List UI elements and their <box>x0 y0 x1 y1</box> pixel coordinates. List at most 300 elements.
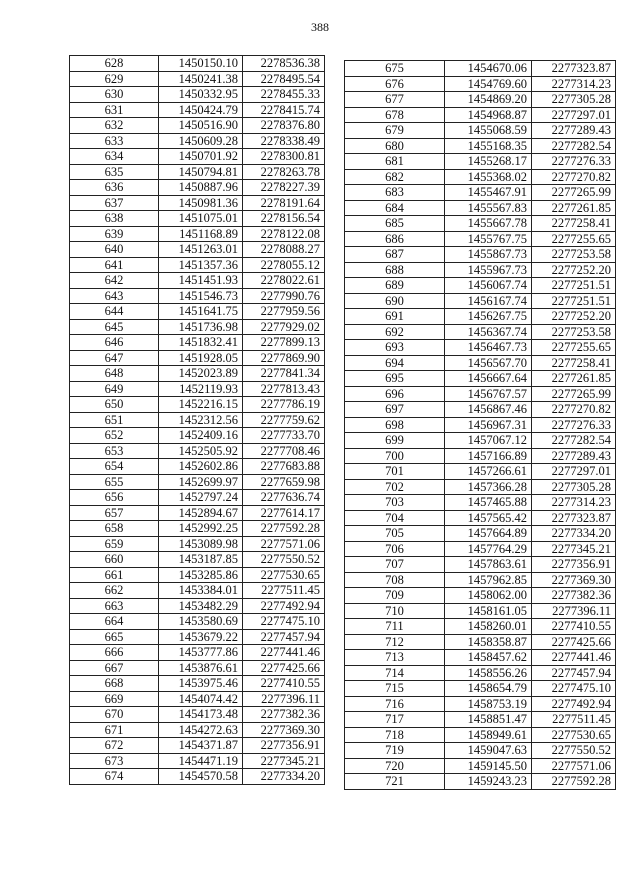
table-row <box>345 278 616 294</box>
y-coordinate-cell: 2277511.45 <box>532 712 616 728</box>
x-coordinate-cell: 1457962.85 <box>445 572 532 588</box>
y-coordinate-cell: 2277305.28 <box>532 92 616 108</box>
point-number-cell: 706 <box>345 541 445 557</box>
point-number-cell: 688 <box>345 262 445 278</box>
coordinate-table-right <box>344 60 616 790</box>
x-coordinate-cell: 1458260.01 <box>445 619 532 635</box>
point-number-cell: 692 <box>345 324 445 340</box>
x-coordinate-cell: 1450609.28 <box>159 133 243 149</box>
y-coordinate-cell: 2277276.33 <box>532 417 616 433</box>
x-coordinate-cell: 1456267.75 <box>445 309 532 325</box>
point-number-cell: 678 <box>345 107 445 123</box>
point-number-cell: 711 <box>345 619 445 635</box>
y-coordinate-cell: 2278300.81 <box>243 149 325 165</box>
y-coordinate-cell: 2277314.23 <box>532 495 616 511</box>
point-number-cell: 701 <box>345 464 445 480</box>
y-coordinate-cell: 2277345.21 <box>243 753 325 769</box>
table-row <box>70 195 325 211</box>
table-row <box>345 371 616 387</box>
point-number-cell: 662 <box>70 583 159 599</box>
y-coordinate-cell: 2277410.55 <box>243 676 325 692</box>
table-row <box>70 87 325 103</box>
y-coordinate-cell: 2277786.19 <box>243 397 325 413</box>
point-number-cell: 636 <box>70 180 159 196</box>
x-coordinate-cell: 1453580.69 <box>159 614 243 630</box>
y-coordinate-cell: 2277550.52 <box>243 552 325 568</box>
table-row <box>345 247 616 263</box>
x-coordinate-cell: 1450332.95 <box>159 87 243 103</box>
y-coordinate-cell: 2277492.94 <box>243 598 325 614</box>
point-number-cell: 653 <box>70 443 159 459</box>
point-number-cell: 679 <box>345 123 445 139</box>
point-number-cell: 709 <box>345 588 445 604</box>
y-coordinate-cell: 2277841.34 <box>243 366 325 382</box>
point-number-cell: 634 <box>70 149 159 165</box>
table-row <box>345 107 616 123</box>
y-coordinate-cell: 2277759.62 <box>243 412 325 428</box>
table-row <box>70 459 325 475</box>
point-number-cell: 658 <box>70 521 159 537</box>
y-coordinate-cell: 2277305.28 <box>532 479 616 495</box>
table-row <box>345 169 616 185</box>
table-row <box>70 614 325 630</box>
y-coordinate-cell: 2277457.94 <box>243 629 325 645</box>
point-number-cell: 685 <box>345 216 445 232</box>
x-coordinate-cell: 1458949.61 <box>445 727 532 743</box>
point-number-cell: 641 <box>70 257 159 273</box>
y-coordinate-cell: 2277425.66 <box>532 634 616 650</box>
y-coordinate-cell: 2277457.94 <box>532 665 616 681</box>
point-number-cell: 669 <box>70 691 159 707</box>
table-row <box>70 133 325 149</box>
y-coordinate-cell: 2277571.06 <box>532 758 616 774</box>
table-row <box>345 262 616 278</box>
x-coordinate-cell: 1452023.89 <box>159 366 243 382</box>
y-coordinate-cell: 2278191.64 <box>243 195 325 211</box>
table-row <box>345 402 616 418</box>
point-number-cell: 647 <box>70 350 159 366</box>
y-coordinate-cell: 2277334.20 <box>532 526 616 542</box>
x-coordinate-cell: 1458358.87 <box>445 634 532 650</box>
y-coordinate-cell: 2277441.46 <box>532 650 616 666</box>
point-number-cell: 670 <box>70 707 159 723</box>
y-coordinate-cell: 2277396.11 <box>532 603 616 619</box>
x-coordinate-cell: 1457166.89 <box>445 448 532 464</box>
y-coordinate-cell: 2277261.85 <box>532 371 616 387</box>
table-row <box>70 164 325 180</box>
y-coordinate-cell: 2278536.38 <box>243 56 325 72</box>
x-coordinate-cell: 1451451.93 <box>159 273 243 289</box>
point-number-cell: 698 <box>345 417 445 433</box>
table-row <box>70 769 325 785</box>
x-coordinate-cell: 1451168.89 <box>159 226 243 242</box>
y-coordinate-cell: 2277592.28 <box>243 521 325 537</box>
point-number-cell: 713 <box>345 650 445 666</box>
x-coordinate-cell: 1455268.17 <box>445 154 532 170</box>
table-row <box>345 743 616 759</box>
y-coordinate-cell: 2277289.43 <box>532 123 616 139</box>
x-coordinate-cell: 1452602.86 <box>159 459 243 475</box>
x-coordinate-cell: 1456067.74 <box>445 278 532 294</box>
point-number-cell: 631 <box>70 102 159 118</box>
y-coordinate-cell: 2277396.11 <box>243 691 325 707</box>
x-coordinate-cell: 1452797.24 <box>159 490 243 506</box>
x-coordinate-cell: 1454272.63 <box>159 722 243 738</box>
x-coordinate-cell: 1451075.01 <box>159 211 243 227</box>
x-coordinate-cell: 1457664.89 <box>445 526 532 542</box>
x-coordinate-cell: 1455467.91 <box>445 185 532 201</box>
table-row <box>70 149 325 165</box>
x-coordinate-cell: 1458753.19 <box>445 696 532 712</box>
y-coordinate-cell: 2277959.56 <box>243 304 325 320</box>
point-number-cell: 671 <box>70 722 159 738</box>
point-number-cell: 704 <box>345 510 445 526</box>
table-row <box>345 712 616 728</box>
x-coordinate-cell: 1455368.02 <box>445 169 532 185</box>
point-number-cell: 712 <box>345 634 445 650</box>
y-coordinate-cell: 2278495.54 <box>243 71 325 87</box>
table-row <box>345 386 616 402</box>
y-coordinate-cell: 2277659.98 <box>243 474 325 490</box>
table-row <box>345 138 616 154</box>
y-coordinate-cell: 2277550.52 <box>532 743 616 759</box>
x-coordinate-cell: 1451263.01 <box>159 242 243 258</box>
y-coordinate-cell: 2277636.74 <box>243 490 325 506</box>
table-row <box>345 650 616 666</box>
x-coordinate-cell: 1453285.86 <box>159 567 243 583</box>
point-number-cell: 718 <box>345 727 445 743</box>
x-coordinate-cell: 1453876.61 <box>159 660 243 676</box>
x-coordinate-cell: 1454074.42 <box>159 691 243 707</box>
table-row <box>345 510 616 526</box>
table-row <box>345 495 616 511</box>
point-number-cell: 693 <box>345 340 445 356</box>
table-row <box>345 619 616 635</box>
table-row <box>345 665 616 681</box>
table-row <box>70 288 325 304</box>
point-number-cell: 673 <box>70 753 159 769</box>
table-row <box>70 598 325 614</box>
table-row <box>70 180 325 196</box>
point-number-cell: 710 <box>345 603 445 619</box>
x-coordinate-cell: 1455667.78 <box>445 216 532 232</box>
y-coordinate-cell: 2277276.33 <box>532 154 616 170</box>
point-number-cell: 643 <box>70 288 159 304</box>
table-row <box>345 774 616 790</box>
point-number-cell: 659 <box>70 536 159 552</box>
point-number-cell: 720 <box>345 758 445 774</box>
y-coordinate-cell: 2277369.30 <box>532 572 616 588</box>
table-row <box>70 242 325 258</box>
x-coordinate-cell: 1458161.05 <box>445 603 532 619</box>
table-row <box>345 355 616 371</box>
table-row <box>70 428 325 444</box>
y-coordinate-cell: 2277475.10 <box>532 681 616 697</box>
x-coordinate-cell: 1452894.67 <box>159 505 243 521</box>
table-row <box>70 660 325 676</box>
table-row <box>70 381 325 397</box>
y-coordinate-cell: 2278415.74 <box>243 102 325 118</box>
point-number-cell: 661 <box>70 567 159 583</box>
y-coordinate-cell: 2277323.87 <box>532 510 616 526</box>
point-number-cell: 640 <box>70 242 159 258</box>
x-coordinate-cell: 1457565.42 <box>445 510 532 526</box>
point-number-cell: 646 <box>70 335 159 351</box>
point-number-cell: 680 <box>345 138 445 154</box>
x-coordinate-cell: 1456367.74 <box>445 324 532 340</box>
point-number-cell: 629 <box>70 71 159 87</box>
table-row <box>345 588 616 604</box>
y-coordinate-cell: 2277929.02 <box>243 319 325 335</box>
y-coordinate-cell: 2277334.20 <box>243 769 325 785</box>
x-coordinate-cell: 1455567.83 <box>445 200 532 216</box>
table-row <box>345 185 616 201</box>
y-coordinate-cell: 2277410.55 <box>532 619 616 635</box>
y-coordinate-cell: 2278088.27 <box>243 242 325 258</box>
x-coordinate-cell: 1452119.93 <box>159 381 243 397</box>
point-number-cell: 691 <box>345 309 445 325</box>
x-coordinate-cell: 1456667.64 <box>445 371 532 387</box>
y-coordinate-cell: 2277425.66 <box>243 660 325 676</box>
point-number-cell: 663 <box>70 598 159 614</box>
x-coordinate-cell: 1455068.59 <box>445 123 532 139</box>
table-row <box>345 216 616 232</box>
y-coordinate-cell: 2277251.51 <box>532 278 616 294</box>
table-row <box>70 71 325 87</box>
x-coordinate-cell: 1457764.29 <box>445 541 532 557</box>
table-row <box>345 61 616 77</box>
point-number-cell: 655 <box>70 474 159 490</box>
x-coordinate-cell: 1453187.85 <box>159 552 243 568</box>
table-row <box>345 123 616 139</box>
point-number-cell: 721 <box>345 774 445 790</box>
table-row <box>345 417 616 433</box>
point-number-cell: 682 <box>345 169 445 185</box>
y-coordinate-cell: 2277282.54 <box>532 433 616 449</box>
point-number-cell: 683 <box>345 185 445 201</box>
point-number-cell: 717 <box>345 712 445 728</box>
table-row <box>70 397 325 413</box>
table-row <box>345 448 616 464</box>
y-coordinate-cell: 2277270.82 <box>532 169 616 185</box>
y-coordinate-cell: 2277369.30 <box>243 722 325 738</box>
x-coordinate-cell: 1450981.36 <box>159 195 243 211</box>
x-coordinate-cell: 1454371.87 <box>159 738 243 754</box>
point-number-cell: 672 <box>70 738 159 754</box>
y-coordinate-cell: 2277323.87 <box>532 61 616 77</box>
x-coordinate-cell: 1457366.28 <box>445 479 532 495</box>
table-row <box>70 366 325 382</box>
table-row <box>70 722 325 738</box>
point-number-cell: 652 <box>70 428 159 444</box>
x-coordinate-cell: 1451736.98 <box>159 319 243 335</box>
x-coordinate-cell: 1451832.41 <box>159 335 243 351</box>
table-row <box>345 309 616 325</box>
x-coordinate-cell: 1459047.63 <box>445 743 532 759</box>
table-row <box>345 479 616 495</box>
table-row <box>345 727 616 743</box>
x-coordinate-cell: 1456867.46 <box>445 402 532 418</box>
table-row <box>345 231 616 247</box>
table-row <box>70 273 325 289</box>
point-number-cell: 684 <box>345 200 445 216</box>
y-coordinate-cell: 2277253.58 <box>532 247 616 263</box>
x-coordinate-cell: 1451546.73 <box>159 288 243 304</box>
y-coordinate-cell: 2277297.01 <box>532 107 616 123</box>
point-number-cell: 668 <box>70 676 159 692</box>
table-row <box>345 526 616 542</box>
point-number-cell: 632 <box>70 118 159 134</box>
y-coordinate-cell: 2277252.20 <box>532 262 616 278</box>
y-coordinate-cell: 2278022.61 <box>243 273 325 289</box>
point-number-cell: 695 <box>345 371 445 387</box>
y-coordinate-cell: 2277813.43 <box>243 381 325 397</box>
point-number-cell: 660 <box>70 552 159 568</box>
table-row <box>70 257 325 273</box>
x-coordinate-cell: 1458654.79 <box>445 681 532 697</box>
x-coordinate-cell: 1453089.98 <box>159 536 243 552</box>
x-coordinate-cell: 1451641.75 <box>159 304 243 320</box>
x-coordinate-cell: 1457465.88 <box>445 495 532 511</box>
table-row <box>70 211 325 227</box>
x-coordinate-cell: 1450150.10 <box>159 56 243 72</box>
y-coordinate-cell: 2277530.65 <box>532 727 616 743</box>
x-coordinate-cell: 1456167.74 <box>445 293 532 309</box>
x-coordinate-cell: 1454968.87 <box>445 107 532 123</box>
page-number: 388 <box>311 20 329 34</box>
table-row <box>70 567 325 583</box>
table-row <box>345 696 616 712</box>
table-row <box>345 541 616 557</box>
point-number-cell: 715 <box>345 681 445 697</box>
x-coordinate-cell: 1450241.38 <box>159 71 243 87</box>
x-coordinate-cell: 1459145.50 <box>445 758 532 774</box>
table-row <box>70 118 325 134</box>
point-number-cell: 638 <box>70 211 159 227</box>
y-coordinate-cell: 2277382.36 <box>532 588 616 604</box>
table-row <box>345 92 616 108</box>
y-coordinate-cell: 2277511.45 <box>243 583 325 599</box>
point-number-cell: 642 <box>70 273 159 289</box>
y-coordinate-cell: 2277899.13 <box>243 335 325 351</box>
point-number-cell: 697 <box>345 402 445 418</box>
x-coordinate-cell: 1452505.92 <box>159 443 243 459</box>
point-number-cell: 644 <box>70 304 159 320</box>
x-coordinate-cell: 1456467.73 <box>445 340 532 356</box>
point-number-cell: 650 <box>70 397 159 413</box>
x-coordinate-cell: 1450516.90 <box>159 118 243 134</box>
point-number-cell: 649 <box>70 381 159 397</box>
x-coordinate-cell: 1453482.29 <box>159 598 243 614</box>
x-coordinate-cell: 1453975.46 <box>159 676 243 692</box>
y-coordinate-cell: 2277258.41 <box>532 355 616 371</box>
table-row <box>70 505 325 521</box>
x-coordinate-cell: 1454471.19 <box>159 753 243 769</box>
point-number-cell: 675 <box>345 61 445 77</box>
x-coordinate-cell: 1450887.96 <box>159 180 243 196</box>
y-coordinate-cell: 2277708.46 <box>243 443 325 459</box>
table-row <box>345 603 616 619</box>
y-coordinate-cell: 2277258.41 <box>532 216 616 232</box>
point-number-cell: 637 <box>70 195 159 211</box>
x-coordinate-cell: 1457266.61 <box>445 464 532 480</box>
point-number-cell: 639 <box>70 226 159 242</box>
table-row <box>70 226 325 242</box>
x-coordinate-cell: 1451928.05 <box>159 350 243 366</box>
point-number-cell: 681 <box>345 154 445 170</box>
point-number-cell: 687 <box>345 247 445 263</box>
y-coordinate-cell: 2277314.23 <box>532 76 616 92</box>
table-row <box>345 154 616 170</box>
point-number-cell: 628 <box>70 56 159 72</box>
x-coordinate-cell: 1458457.62 <box>445 650 532 666</box>
y-coordinate-cell: 2277345.21 <box>532 541 616 557</box>
point-number-cell: 686 <box>345 231 445 247</box>
table-row <box>345 681 616 697</box>
y-coordinate-cell: 2277492.94 <box>532 696 616 712</box>
y-coordinate-cell: 2277530.65 <box>243 567 325 583</box>
point-number-cell: 630 <box>70 87 159 103</box>
x-coordinate-cell: 1452409.16 <box>159 428 243 444</box>
table-row <box>70 691 325 707</box>
table-row <box>70 412 325 428</box>
y-coordinate-cell: 2278376.80 <box>243 118 325 134</box>
point-number-cell: 656 <box>70 490 159 506</box>
x-coordinate-cell: 1453384.01 <box>159 583 243 599</box>
x-coordinate-cell: 1450424.79 <box>159 102 243 118</box>
x-coordinate-cell: 1456567.70 <box>445 355 532 371</box>
point-number-cell: 677 <box>345 92 445 108</box>
y-coordinate-cell: 2277265.99 <box>532 185 616 201</box>
table-row <box>345 433 616 449</box>
point-number-cell: 633 <box>70 133 159 149</box>
x-coordinate-cell: 1454570.58 <box>159 769 243 785</box>
table-row <box>70 536 325 552</box>
point-number-cell: 645 <box>70 319 159 335</box>
y-coordinate-cell: 2277382.36 <box>243 707 325 723</box>
table-row <box>70 490 325 506</box>
y-coordinate-cell: 2278455.33 <box>243 87 325 103</box>
y-coordinate-cell: 2277270.82 <box>532 402 616 418</box>
y-coordinate-cell: 2277255.65 <box>532 340 616 356</box>
x-coordinate-cell: 1457863.61 <box>445 557 532 573</box>
y-coordinate-cell: 2277265.99 <box>532 386 616 402</box>
point-number-cell: 666 <box>70 645 159 661</box>
table-row <box>70 350 325 366</box>
x-coordinate-cell: 1458062.00 <box>445 588 532 604</box>
x-coordinate-cell: 1453777.86 <box>159 645 243 661</box>
table-row <box>70 753 325 769</box>
table-row <box>70 319 325 335</box>
x-coordinate-cell: 1455767.75 <box>445 231 532 247</box>
y-coordinate-cell: 2278227.39 <box>243 180 325 196</box>
table-row <box>70 474 325 490</box>
point-number-cell: 648 <box>70 366 159 382</box>
point-number-cell: 635 <box>70 164 159 180</box>
y-coordinate-cell: 2277614.17 <box>243 505 325 521</box>
table-row <box>70 645 325 661</box>
x-coordinate-cell: 1450701.92 <box>159 149 243 165</box>
x-coordinate-cell: 1454769.60 <box>445 76 532 92</box>
y-coordinate-cell: 2278122.08 <box>243 226 325 242</box>
table-row <box>70 707 325 723</box>
x-coordinate-cell: 1452312.56 <box>159 412 243 428</box>
y-coordinate-cell: 2277869.90 <box>243 350 325 366</box>
x-coordinate-cell: 1455168.35 <box>445 138 532 154</box>
point-number-cell: 707 <box>345 557 445 573</box>
table-row <box>70 102 325 118</box>
point-number-cell: 667 <box>70 660 159 676</box>
